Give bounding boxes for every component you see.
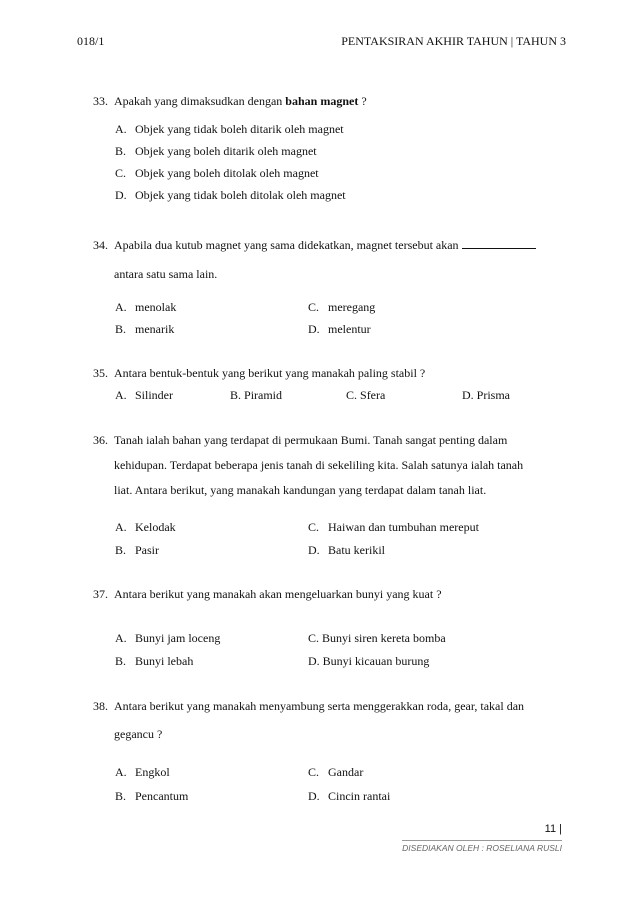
option-text: melentur — [328, 322, 371, 336]
question-35 — [93, 362, 425, 384]
option-text: Bunyi siren kereta bomba — [322, 631, 446, 645]
option-text: menolak — [135, 300, 177, 314]
option-letter: A. — [115, 631, 127, 645]
question-text-line: gegancu ? — [114, 727, 163, 741]
option-33-a[interactable] — [115, 122, 344, 137]
question-text-line: Antara berikut yang manakah menyambung serta menggerakkan roda, gear, takal dan — [114, 699, 525, 713]
option-34-d[interactable] — [308, 322, 371, 337]
question-text-line: Tanah ialah bahan yang terdapat di permukaan Bumi. Tanah sangat penting dalam — [114, 433, 508, 447]
option-letter: C. — [308, 631, 320, 645]
option-letter: D. — [115, 188, 127, 202]
option-38-a[interactable] — [115, 765, 170, 780]
option-letter: B. — [230, 388, 242, 402]
option-36-b[interactable] — [115, 543, 159, 558]
question-34 — [93, 234, 536, 285]
option-33-d[interactable] — [115, 188, 346, 203]
option-text: Batu kerikil — [328, 543, 385, 557]
option-38-b[interactable] — [115, 789, 188, 804]
question-38 — [93, 695, 524, 745]
option-letter: C. — [308, 520, 320, 534]
option-37-b[interactable] — [115, 654, 193, 669]
option-36-d[interactable] — [308, 543, 385, 558]
option-letter: D. — [308, 654, 320, 668]
option-letter: B. — [115, 322, 127, 336]
option-33-c[interactable] — [115, 166, 319, 181]
option-34-b[interactable] — [115, 322, 174, 337]
option-letter: B. — [115, 789, 127, 803]
option-letter: C. — [115, 166, 127, 180]
option-37-c[interactable] — [308, 631, 446, 646]
option-letter: B. — [115, 543, 127, 557]
paper-code: 018/1 — [77, 34, 105, 48]
option-35-a[interactable] — [115, 388, 173, 403]
option-text: Cincin rantai — [328, 789, 391, 803]
option-text: Kelodak — [135, 520, 176, 534]
option-38-c[interactable] — [308, 765, 363, 780]
option-text: Piramid — [244, 388, 283, 402]
question-text — [114, 94, 367, 108]
question-keyword: bahan magnet — [285, 94, 359, 108]
option-letter: A. — [115, 122, 127, 136]
option-35-b[interactable] — [230, 388, 282, 403]
option-letter: B. — [115, 654, 127, 668]
option-text: Bunyi kicauan burung — [322, 654, 430, 668]
option-text: Engkol — [135, 765, 170, 779]
option-text: Objek yang boleh ditolak oleh magnet — [135, 166, 319, 180]
option-letter: A. — [115, 300, 127, 314]
option-letter: D. — [308, 543, 320, 557]
option-text: Prisma — [476, 388, 511, 402]
option-text: Bunyi lebah — [135, 654, 194, 668]
option-text: Silinder — [135, 388, 173, 402]
question-text-line: kehidupan. Terdapat beberapa jenis tanah di sekeliling kita. Salah satunya ialah tanah — [114, 458, 524, 472]
question-text-line: Apabila dua kutub magnet yang sama didekatkan, magnet tersebut akan — [114, 238, 459, 252]
option-text: Gandar — [328, 765, 364, 779]
question-number: 33. — [93, 94, 108, 108]
option-text: Objek yang boleh ditarik oleh magnet — [135, 144, 317, 158]
option-letter: C. — [308, 300, 320, 314]
option-text: Objek yang tidak boleh ditarik oleh magnet — [135, 122, 344, 136]
option-text: Bunyi jam loceng — [135, 631, 221, 645]
option-37-a[interactable] — [115, 631, 220, 646]
option-letter: D. — [308, 789, 320, 803]
prepared-by: DISEDIAKAN OLEH : ROSELIANA RUSLI — [402, 840, 562, 853]
question-text-part: ? — [358, 94, 367, 108]
option-text: Pencantum — [135, 789, 189, 803]
question-number: 37. — [93, 587, 108, 601]
question-37 — [93, 583, 442, 605]
question-number: 35. — [93, 366, 108, 380]
option-letter: A. — [115, 388, 127, 402]
option-37-d[interactable] — [308, 654, 429, 669]
question-number: 38. — [93, 699, 108, 713]
paper-title: PENTAKSIRAN AKHIR TAHUN | TAHUN 3 — [341, 34, 566, 48]
option-text: Sfera — [360, 388, 386, 402]
option-36-c[interactable] — [308, 520, 479, 535]
question-text-line: liat. Antara berikut, yang manakah kandungan yang terdapat dalam tanah liat. — [114, 483, 487, 497]
option-35-c[interactable] — [346, 388, 385, 403]
option-33-b[interactable] — [115, 144, 317, 159]
option-letter: B. — [115, 144, 127, 158]
option-35-d[interactable] — [462, 388, 510, 403]
page-number: 11 | — [544, 823, 562, 835]
option-34-a[interactable] — [115, 300, 176, 315]
option-text: menarik — [135, 322, 175, 336]
answer-blank — [462, 238, 536, 249]
option-38-d[interactable] — [308, 789, 390, 804]
option-text: Objek yang tidak boleh ditolak oleh magnet — [135, 188, 346, 202]
option-letter: C. — [308, 765, 320, 779]
option-letter: C. — [346, 388, 358, 402]
question-33 — [93, 90, 367, 112]
option-letter: D. — [462, 388, 474, 402]
option-text: Pasir — [135, 543, 159, 557]
question-number: 34. — [93, 238, 108, 252]
option-34-c[interactable] — [308, 300, 375, 315]
question-text: Antara berikut yang manakah akan mengeluarkan bunyi yang kuat ? — [114, 587, 442, 601]
question-number: 36. — [93, 433, 108, 447]
question-text-line: antara satu sama lain. — [114, 267, 218, 281]
option-letter: D. — [308, 322, 320, 336]
option-text: meregang — [328, 300, 376, 314]
option-letter: A. — [115, 520, 127, 534]
question-text: Antara bentuk-bentuk yang berikut yang manakah paling stabil ? — [114, 366, 426, 380]
question-36 — [93, 429, 523, 501]
option-text: Haiwan dan tumbuhan mereput — [328, 520, 479, 534]
option-letter: A. — [115, 765, 127, 779]
question-text-part: Apakah yang dimaksudkan dengan — [114, 94, 286, 108]
option-36-a[interactable] — [115, 520, 176, 535]
